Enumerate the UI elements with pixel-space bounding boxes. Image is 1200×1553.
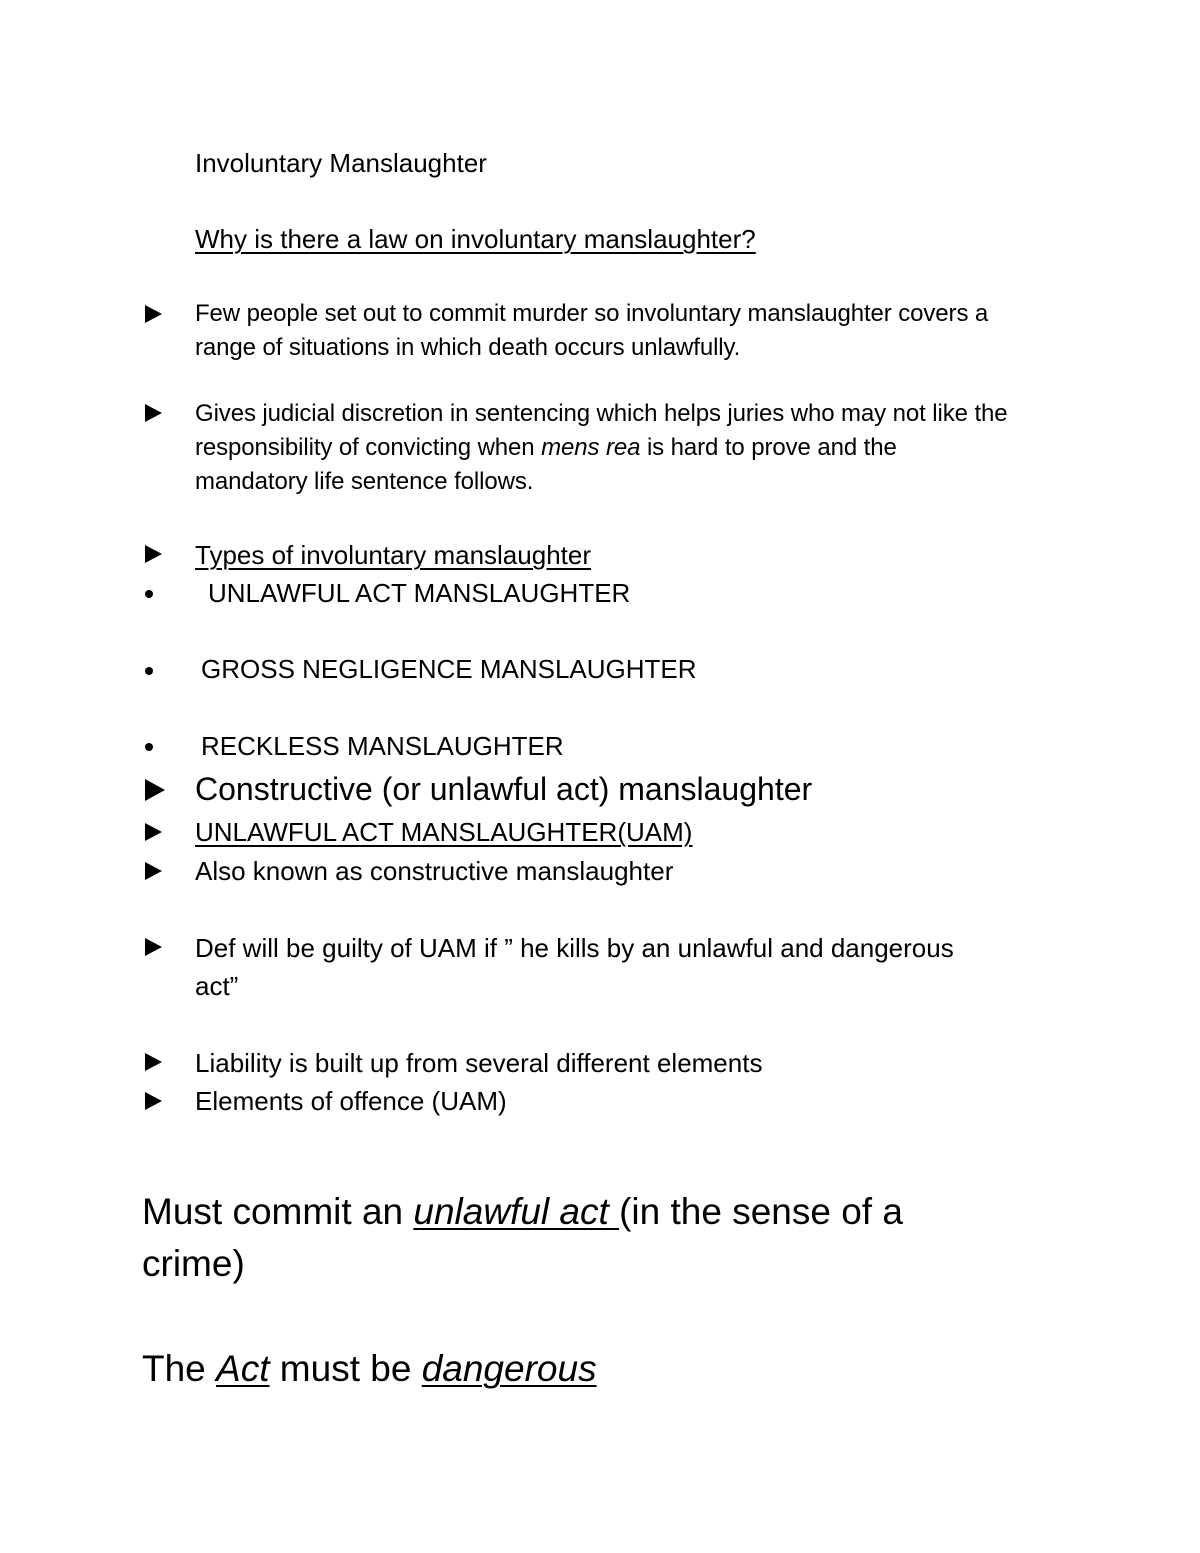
para2-line2: responsibility of convicting when mens rea is hard to prove and the [195, 434, 897, 461]
arrow-bullet-icon [145, 545, 162, 563]
arrow-bullet-icon [145, 862, 162, 880]
def-line2: act” [195, 971, 239, 1001]
para2-line3: mandatory life sentence follows. [195, 468, 534, 495]
type-item: UNLAWFUL ACT MANSLAUGHTER [208, 578, 631, 608]
unlawful-act-statement: Must commit an unlawful act (in the sense of a [142, 1191, 903, 1232]
arrow-bullet-icon [145, 938, 162, 956]
type-item: RECKLESS MANSLAUGHTER [201, 731, 564, 761]
para1-line1: Few people set out to commit murder so involuntary manslaughter covers a [195, 300, 989, 327]
arrow-bullet-icon [145, 404, 162, 422]
elements-line: Elements of offence (UAM) [195, 1086, 507, 1116]
arrow-bullet-icon [145, 305, 162, 323]
para1-line2: range of situations in which death occurs unlawfully. [195, 334, 741, 361]
dot-bullet-icon [145, 667, 153, 675]
dot-bullet-icon [145, 743, 153, 751]
arrow-bullet-icon [145, 779, 165, 801]
dot-bullet-icon [145, 590, 153, 598]
uam-heading: UNLAWFUL ACT MANSLAUGHTER(UAM) [195, 817, 693, 847]
arrow-bullet-icon [145, 823, 162, 841]
dangerous-statement: The Act must be dangerous [142, 1348, 597, 1389]
unlawful-act-statement-line2: crime) [142, 1243, 245, 1284]
para2-line1: Gives judicial discretion in sentencing which helps juries who may not like the [195, 400, 1008, 427]
mens-rea-term: mens rea [541, 434, 641, 461]
type-item: GROSS NEGLIGENCE MANSLAUGHTER [201, 654, 697, 684]
liability-line: Liability is built up from several different elements [195, 1048, 763, 1078]
def-line1: Def will be guilty of UAM if ” he kills by an unlawful and dangerous [195, 933, 954, 963]
act-term: Act [216, 1348, 270, 1389]
unlawful-act-term: unlawful act [413, 1191, 620, 1232]
arrow-bullet-icon [145, 1092, 162, 1110]
aka-line: Also known as constructive manslaughter [195, 856, 674, 886]
constructive-heading: Constructive (or unlawful act) manslaughter [195, 771, 813, 807]
dangerous-term: dangerous [421, 1348, 597, 1389]
types-heading: Types of involuntary manslaughter [195, 540, 591, 570]
arrow-bullet-icon [145, 1053, 162, 1071]
question-heading: Why is there a law on involuntary manslaughter? [195, 224, 756, 254]
doc-title: Involuntary Manslaughter [195, 148, 487, 178]
